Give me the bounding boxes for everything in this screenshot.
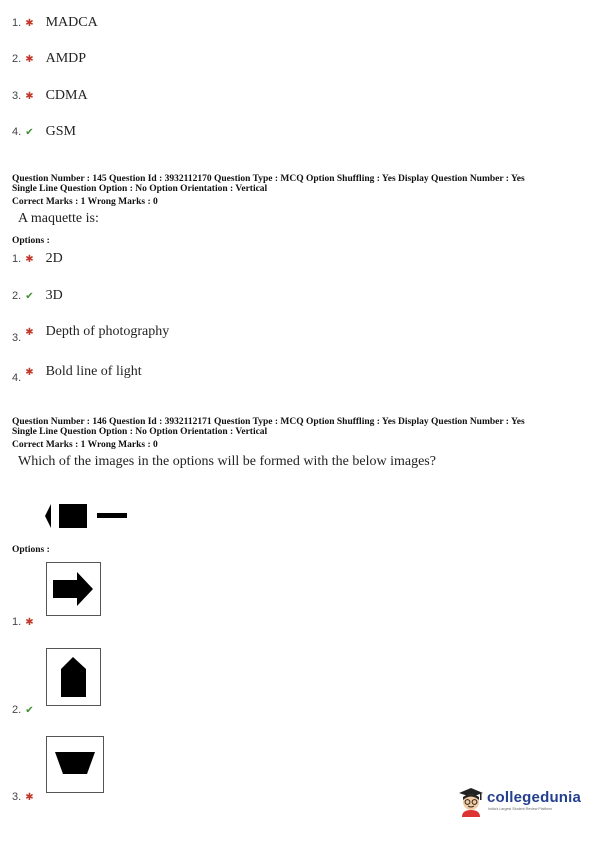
house-pentagon-shape (47, 649, 100, 705)
option-1-image (46, 562, 101, 616)
q145-option-3 (12, 322, 170, 344)
option-number: 1. (12, 253, 22, 265)
option-number: 1. (12, 17, 22, 29)
prev-option-4 (12, 122, 76, 140)
option-text: Bold line of light (45, 364, 142, 379)
option-number: 3. (12, 90, 22, 102)
option-2-image (46, 648, 101, 706)
option-text: CDMA (45, 88, 88, 103)
options-label: Options : (12, 236, 50, 246)
wrong-cross-icon: ✱ (25, 367, 34, 378)
student-mascot-icon (456, 785, 486, 817)
option-text: GSM (45, 124, 76, 139)
option-number: 4. (12, 126, 22, 138)
wrong-cross-icon: ✱ (25, 254, 34, 265)
question-figure (45, 500, 130, 532)
collegedunia-logo (456, 783, 581, 819)
option-number: 4. (12, 372, 22, 384)
option-number: 2. (12, 704, 22, 716)
correct-check-icon: ✔ (25, 291, 34, 302)
option-3-image (46, 736, 104, 793)
trapezoid-shape (47, 737, 103, 792)
question-text: Which of the images in the options will be formed with the below images? (18, 454, 436, 469)
q146-option-3 (12, 787, 34, 805)
figure-square (59, 504, 87, 528)
wrong-cross-icon: ✱ (25, 327, 34, 338)
question-marks: Correct Marks : 1 Wrong Marks : 0 (12, 440, 158, 450)
logo-wordmark: collegedunia (487, 789, 582, 806)
option-text: AMDP (45, 51, 87, 66)
logo-tagline: India's Largest Student Review Platform (488, 807, 552, 811)
question-meta-line1: Question Number : 145 Question Id : 3932112170 Question Type : MCQ Option Shuffling : Yes Display Question Number : Yes (12, 174, 525, 184)
option-text: 3D (45, 288, 63, 303)
prev-option-2 (12, 49, 86, 67)
option-text: 2D (45, 251, 63, 266)
q146-option-2 (12, 700, 34, 718)
correct-check-icon: ✔ (25, 127, 34, 138)
question-meta-line2: Single Line Question Option : No Option Orientation : Vertical (12, 184, 268, 194)
q146-option-1 (12, 612, 34, 630)
wrong-cross-icon: ✱ (25, 617, 34, 628)
figure-bar (97, 513, 127, 518)
option-number: 1. (12, 616, 22, 628)
option-number: 2. (12, 53, 22, 65)
q145-option-4 (12, 362, 142, 384)
option-text: Depth of photography (45, 324, 170, 339)
option-number: 3. (12, 332, 22, 344)
option-number: 2. (12, 290, 22, 302)
options-label: Options : (12, 545, 50, 555)
question-text: A maquette is: (18, 211, 99, 226)
question-meta-line1: Question Number : 146 Question Id : 3932112171 Question Type : MCQ Option Shuffling : Yes Display Question Number : Yes (12, 417, 525, 427)
wrong-cross-icon: ✱ (25, 91, 34, 102)
arrow-right-shape (47, 563, 100, 615)
option-text: MADCA (45, 15, 98, 30)
correct-check-icon: ✔ (25, 705, 34, 716)
prev-option-1 (12, 13, 98, 31)
option-number: 3. (12, 791, 22, 803)
question-meta-line2: Single Line Question Option : No Option Orientation : Vertical (12, 427, 268, 437)
wrong-cross-icon: ✱ (25, 792, 34, 803)
wrong-cross-icon: ✱ (25, 54, 34, 65)
q145-option-1 (12, 249, 63, 267)
question-marks: Correct Marks : 1 Wrong Marks : 0 (12, 197, 158, 207)
figure-left-triangle (45, 504, 51, 528)
prev-option-3 (12, 86, 88, 104)
q145-option-2 (12, 286, 63, 304)
wrong-cross-icon: ✱ (25, 18, 34, 29)
